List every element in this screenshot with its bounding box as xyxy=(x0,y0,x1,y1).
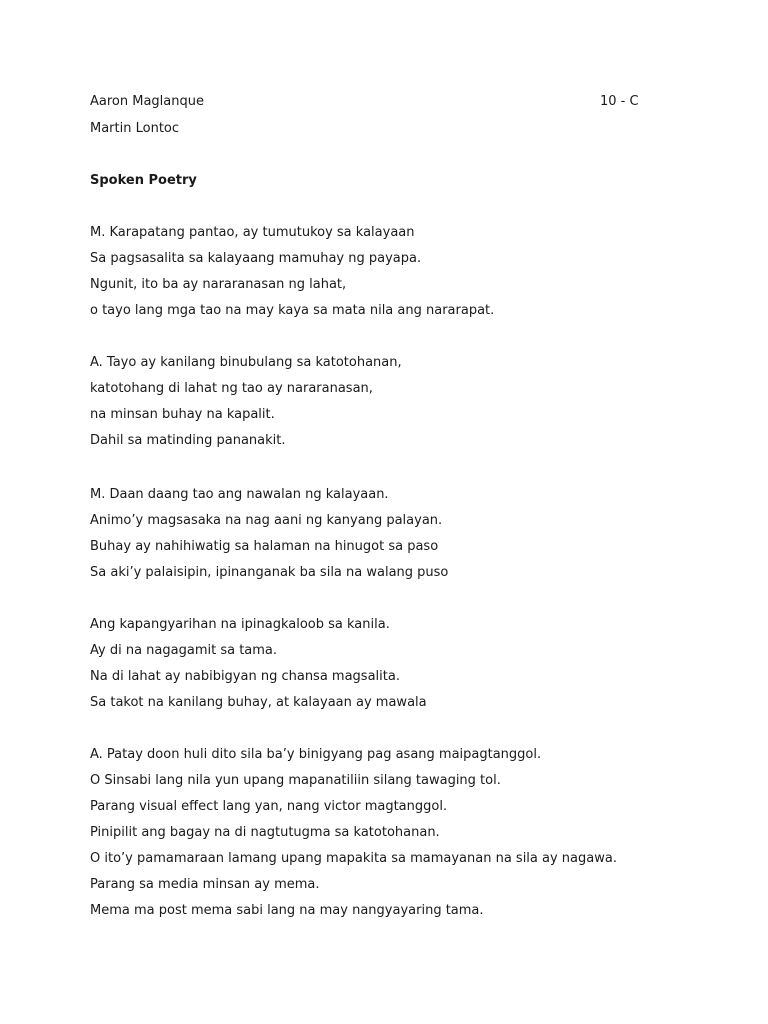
poem-line: Mema ma post mema sabi lang na may nangyayaring tama. xyxy=(90,903,484,918)
poem-line: Ay di na nagagamit sa tama. xyxy=(90,643,278,658)
author-name-2: Martin Lontoc xyxy=(90,121,180,136)
poem-line: Na di lahat ay nabibigyan ng chansa magsalita. xyxy=(90,669,400,684)
poem-line: A. Patay doon huli dito sila ba’y binigyang pag asang maipagtanggol. xyxy=(90,747,542,762)
poem-line: katotohang di lahat ng tao ay nararanasan, xyxy=(90,381,373,396)
poem-line: Sa takot na kanilang buhay, at kalayaan ay mawala xyxy=(90,695,427,710)
poem-line: Pinipilit ang bagay na di nagtutugma sa katotohanan. xyxy=(90,825,440,840)
poem-line: Ngunit, ito ba ay nararanasan ng lahat, xyxy=(90,277,347,292)
poem-line: O Sinsabi lang nila yun upang mapanatiliin silang tawaging tol. xyxy=(90,773,501,788)
poem-line: Dahil sa matinding pananakit. xyxy=(90,433,286,448)
poem-line: Buhay ay nahihiwatig sa halaman na hinugot sa paso xyxy=(90,539,439,554)
poem-line: M. Daan daang tao ang nawalan ng kalayaan. xyxy=(90,487,389,502)
poem-line: na minsan buhay na kapalit. xyxy=(90,407,275,422)
poem-line: A. Tayo ay kanilang binubulang sa katotohanan, xyxy=(90,355,402,370)
document-title: Spoken Poetry xyxy=(90,173,197,188)
poem-line: Parang sa media minsan ay mema. xyxy=(90,877,320,892)
poem-line: Sa pagsasalita sa kalayaang mamuhay ng payapa. xyxy=(90,251,422,266)
poem-line: Animo’y magsasaka na nag aani ng kanyang palayan. xyxy=(90,513,443,528)
poem-line: o tayo lang mga tao na may kaya sa mata nila ang nararapat. xyxy=(90,303,495,318)
poem-line: Ang kapangyarihan na ipinagkaloob sa kanila. xyxy=(90,617,390,632)
author-name-1: Aaron Maglanque xyxy=(90,94,204,109)
class-section: 10 - C xyxy=(600,94,639,109)
poem-line: O ito’y pamamaraan lamang upang mapakita sa mamayanan na sila ay nagawa. xyxy=(90,851,617,866)
poem-line: M. Karapatang pantao, ay tumutukoy sa kalayaan xyxy=(90,225,415,240)
poem-line: Parang visual effect lang yan, nang victor magtanggol. xyxy=(90,799,448,814)
poem-line: Sa aki’y palaisipin, ipinanganak ba sila na walang puso xyxy=(90,565,449,580)
